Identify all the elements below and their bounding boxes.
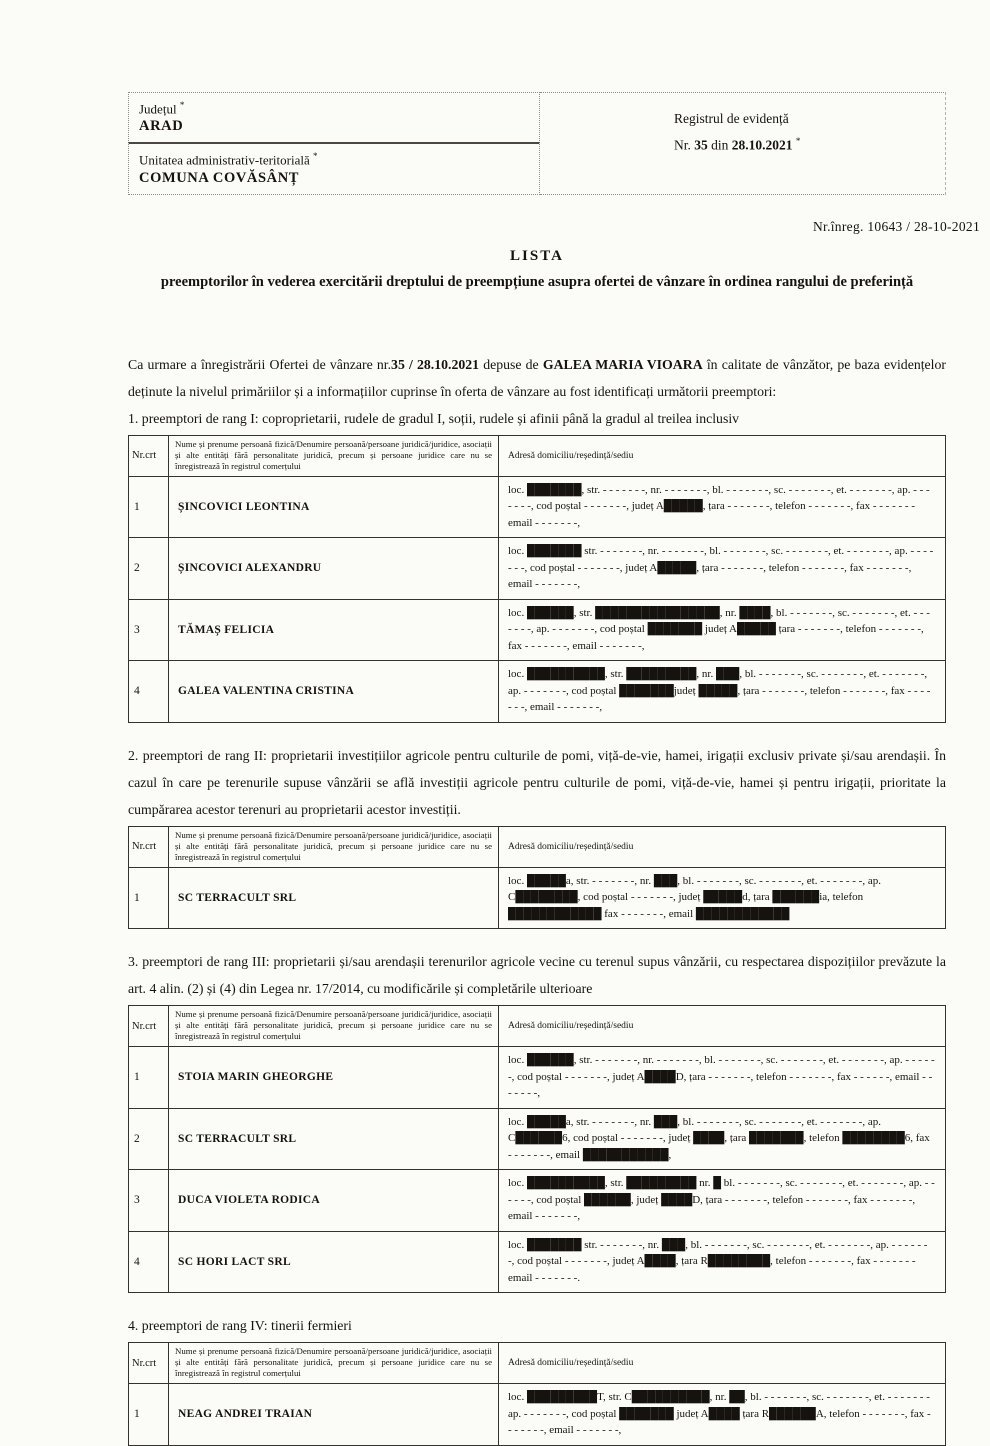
intro-text-3: în calitate de vânzător, pe baza evidențelor deținute la nivelul primăriilor și a informațiilor cuprinse în oferta de vânzare au fost identificați următorii preemptori: bbox=[128, 356, 947, 399]
col-header-address: Adresă domiciliu/reședință/sediu bbox=[499, 1343, 946, 1384]
required-asterisk: * bbox=[795, 136, 801, 146]
row-number-cell: 2 bbox=[129, 1108, 169, 1170]
table-row bbox=[129, 1170, 946, 1232]
col-header-nr: Nr.crt bbox=[129, 1006, 169, 1047]
document-page bbox=[128, 92, 980, 1446]
address-cell: loc. █████████T, str. C██████████, nr. ██, bl. - - - - - - -, sc. - - - - - - -, et. - - - - - - - ap. - - - - - - -, cod poștal ███████ județ A████ țara R██████A, telefon - - - - - - -, fax - - - - - - -, email - - - - - - -, bbox=[499, 1384, 946, 1446]
name-cell: ȘINCOVICI LEONTINA bbox=[169, 476, 499, 538]
section-heading-rang-4: 4. preemptori de rang IV: tinerii fermieri bbox=[128, 1318, 352, 1334]
row-number-cell: 1 bbox=[129, 1384, 169, 1446]
intro-text-1: Ca urmare a înregistrării Ofertei de vânzare nr. bbox=[128, 356, 392, 372]
preemptors-table-rang-3 bbox=[128, 1005, 946, 1293]
county-label bbox=[139, 97, 529, 117]
address-cell: loc. ██████████, str. █████████, nr. ███, bl. - - - - - - -, sc. - - - - - - -, et. - - - - - - -, ap. - - - - - - -, cod poștal ███████județ █████, țara - - - - - - -, telefon - - - - - - -, fax - - - - - - -, email - - - - - - -, bbox=[499, 661, 946, 723]
name-cell: GALEA VALENTINA CRISTINA bbox=[169, 661, 499, 723]
col-header-nr: Nr.crt bbox=[129, 1343, 169, 1384]
table-row bbox=[129, 661, 946, 723]
name-cell: SC TERRACULT SRL bbox=[169, 1108, 499, 1170]
registry-date: 28.10.2021 bbox=[731, 137, 793, 153]
seller-name: GALEA MARIA VIOARA bbox=[542, 356, 703, 372]
name-cell: ȘINCOVICI ALEXANDRU bbox=[169, 538, 499, 600]
col-header-name: Nume și prenume persoană fizică/Denumire persoană/persoane juridică/juridice, asociații și alte entități fără personalitate juridică, precum și persoane juridice care nu se înregistrează în registrul comerțului bbox=[169, 435, 499, 476]
address-cell: loc. ██████, str. ████████████████, nr. ████, bl. - - - - - - -, sc. - - - - - - -, et. - - - - - - -, ap. - - - - - - -, cod poștal ███████ județ A█████ țara - - - - - - -, telefon - - - - - - -, fax - - - - - - -, email - - - - - - -, bbox=[499, 599, 946, 661]
registry-title: Registrul de evidență bbox=[674, 111, 789, 126]
col-header-address: Adresă domiciliu/reședință/sediu bbox=[499, 826, 946, 867]
table-row bbox=[129, 1108, 946, 1170]
col-header-name: Nume și prenume persoană fizică/Denumire persoană/persoane juridică/juridice, asociații și alte entități fără personalitate juridică, precum și persoane juridice care nu se înregistrează în registrul comerțului bbox=[169, 826, 499, 867]
name-cell: NEAG ANDREI TRAIAN bbox=[169, 1384, 499, 1446]
table-header-row bbox=[129, 435, 946, 476]
address-cell: loc. █████a, str. - - - - - - -, nr. ███, bl. - - - - - - -, sc. - - - - - - -, et. - - - - - - -, ap. C██████6, cod poștal - - - - - - -, județ ████, țara ███████, telefon ████████6, fax - - - - - - -, email ███████████, bbox=[499, 1108, 946, 1170]
required-asterisk: * bbox=[313, 151, 318, 162]
uat-label bbox=[139, 148, 529, 168]
section-heading-rang-3: 3. preemptori de rang III: proprietarii și/sau arendașii terenurilor agricole vecine cu terenul supus vânzării, cu respectarea dispozițiilor prevăzute la art. 4 alin. (2) și (4) din Legea nr. 17/2014, cu modificările și completările ulterioare bbox=[128, 954, 946, 997]
row-number-cell: 3 bbox=[129, 1170, 169, 1232]
offer-number: 35 / 28.10.2021 bbox=[391, 356, 480, 372]
uat-value: COMUNA COVĂSÂNȚ bbox=[139, 169, 300, 186]
name-cell: TĂMAȘ FELICIA bbox=[169, 599, 499, 661]
col-header-nr: Nr.crt bbox=[129, 435, 169, 476]
address-cell: loc. ██████, str. - - - - - - -, nr. - - - - - - -, bl. - - - - - - -, sc. - - - - - - -, et. - - - - - - -, ap. - - - - - -, cod poștal - - - - - - -, județ A████D, țara - - - - - - -, telefon - - - - - - -, fax - - - - - -, email - - - - - - -, bbox=[499, 1047, 946, 1109]
section-heading-rang-2: 2. preemptori de rang II: proprietarii investițiilor agricole pentru culturile de pomi, viță-de-vie, hamei, irigații exclusiv private și/sau arendașii. În cazul în care pe terenurile supuse vânzării se află investiții agricole pentru culturile de pomi, viță-de-vie, hamei și pentru irigații, prioritate la cumpărarea acestor terenuri au proprietarii acestor investiții. bbox=[128, 747, 946, 817]
county-label-text: Județul bbox=[139, 101, 177, 117]
table-row bbox=[129, 1231, 946, 1293]
document-header bbox=[128, 92, 946, 195]
registry-din: din bbox=[711, 137, 729, 153]
table-row bbox=[129, 476, 946, 538]
table-row bbox=[129, 867, 946, 929]
registry-nr-value: 35 bbox=[694, 137, 708, 153]
row-number-cell: 1 bbox=[129, 867, 169, 929]
table-header-row bbox=[129, 1006, 946, 1047]
table-header-row bbox=[129, 826, 946, 867]
row-number-cell: 1 bbox=[129, 476, 169, 538]
address-cell: loc. ███████, str. - - - - - - -, nr. - - - - - - -, bl. - - - - - - -, sc. - - - - - - -, et. - - - - - - -, ap. - - - - - - -, cod poștal - - - - - - -, județ A█████, țara - - - - - - -, telefon - - - - - - -, fax - - - - - - - email - - - - - - -, bbox=[499, 476, 946, 538]
row-number-cell: 4 bbox=[129, 1231, 169, 1293]
table-row bbox=[129, 538, 946, 600]
table-row bbox=[129, 1384, 946, 1446]
row-number-cell: 1 bbox=[129, 1047, 169, 1109]
name-cell: SC HORI LACT SRL bbox=[169, 1231, 499, 1293]
name-cell: DUCA VIOLETA RODICA bbox=[169, 1170, 499, 1232]
address-cell: loc. ██████████, str. █████████ nr. █ bl. - - - - - - -, sc. - - - - - - -, et. - - - - - - -, ap. - - - - - -, cod poștal ██████, județ ████D, țara - - - - - - -, telefon - - - - - - -, fax - - - - - - -, email - - - - - - -, bbox=[499, 1170, 946, 1232]
authority-boxes bbox=[128, 92, 540, 195]
preemptors-table-rang-1 bbox=[128, 435, 946, 723]
uat-label-text: Unitatea administrativ-teritorială bbox=[139, 152, 310, 168]
uat-box bbox=[128, 142, 540, 194]
intro-paragraph bbox=[128, 351, 946, 405]
intro-text-2: depuse de bbox=[479, 356, 543, 372]
county-value: ARAD bbox=[139, 118, 184, 135]
col-header-address: Adresă domiciliu/reședință/sediu bbox=[499, 435, 946, 476]
address-cell: loc. ███████ str. - - - - - - -, nr. - - - - - - -, bl. - - - - - - -, sc. - - - - - - -, et. - - - - - - -, ap. - - - - - - -, cod poștal - - - - - - -, județ A█████, țara - - - - - - -, telefon - - - - - - -, fax - - - - - - -, email - - - - - - -, bbox=[499, 538, 946, 600]
table-row bbox=[129, 1047, 946, 1109]
row-number-cell: 2 bbox=[129, 538, 169, 600]
preemptors-table-rang-2 bbox=[128, 826, 946, 930]
preemptors-table-rang-4 bbox=[128, 1342, 946, 1446]
row-number-cell: 3 bbox=[129, 599, 169, 661]
row-number-cell: 4 bbox=[129, 661, 169, 723]
address-cell: loc. ███████ str. - - - - - - -, nr. ███, bl. - - - - - - -, sc. - - - - - - -, et. - - - - - - -, ap. - - - - - - -, cod poștal - - - - - - -, județ A████, țara R████████, telefon - - - - - - -, fax - - - - - - - email - - - - - - -. bbox=[499, 1231, 946, 1293]
title-subtitle: preemptorilor în vederea exercitării dreptului de preempțiune asupra ofertei de vânzare în ordinea rangului de preferință bbox=[160, 273, 914, 290]
col-header-name: Nume și prenume persoană fizică/Denumire persoană/persoane juridică/juridice, asociații și alte entități fără personalitate juridică, precum și persoane juridice care nu se înregistrează în registrul comerțului bbox=[169, 1006, 499, 1047]
registry-box bbox=[540, 92, 946, 195]
table-header-row bbox=[129, 1343, 946, 1384]
county-box bbox=[128, 92, 540, 143]
title-main: LISTA bbox=[510, 247, 564, 264]
section-heading-rang-1: 1. preemptori de rang I: coproprietarii, rudele de gradul I, soții, rudele și afinii până la gradul al treilea inclusiv bbox=[128, 410, 740, 426]
col-header-nr: Nr.crt bbox=[129, 826, 169, 867]
table-row bbox=[129, 599, 946, 661]
col-header-name: Nume și prenume persoană fizică/Denumire persoană/persoane juridică/juridice, asociații și alte entități fără personalitate juridică, precum și persoane juridice care nu se înregistrează în registrul comerțului bbox=[169, 1343, 499, 1384]
name-cell: SC TERRACULT SRL bbox=[169, 867, 499, 929]
registration-number-line: Nr.înreg. 10643 / 28-10-2021 bbox=[812, 218, 980, 234]
registry-number-line bbox=[674, 130, 945, 157]
address-cell: loc. █████a, str. - - - - - - -, nr. ███, bl. - - - - - - -, sc. - - - - - - -, et. - - - - - - -, ap. C████████, cod poștal - - - - - - -, județ █████d, țara ██████ia, telefon ████████████ fax - - - - - - -, email ████████████ bbox=[499, 867, 946, 929]
required-asterisk: * bbox=[179, 100, 185, 110]
document-title bbox=[128, 243, 946, 295]
col-header-address: Adresă domiciliu/reședință/sediu bbox=[499, 1006, 946, 1047]
name-cell: STOIA MARIN GHEORGHE bbox=[169, 1047, 499, 1109]
registry-nr-label: Nr. bbox=[674, 137, 691, 153]
